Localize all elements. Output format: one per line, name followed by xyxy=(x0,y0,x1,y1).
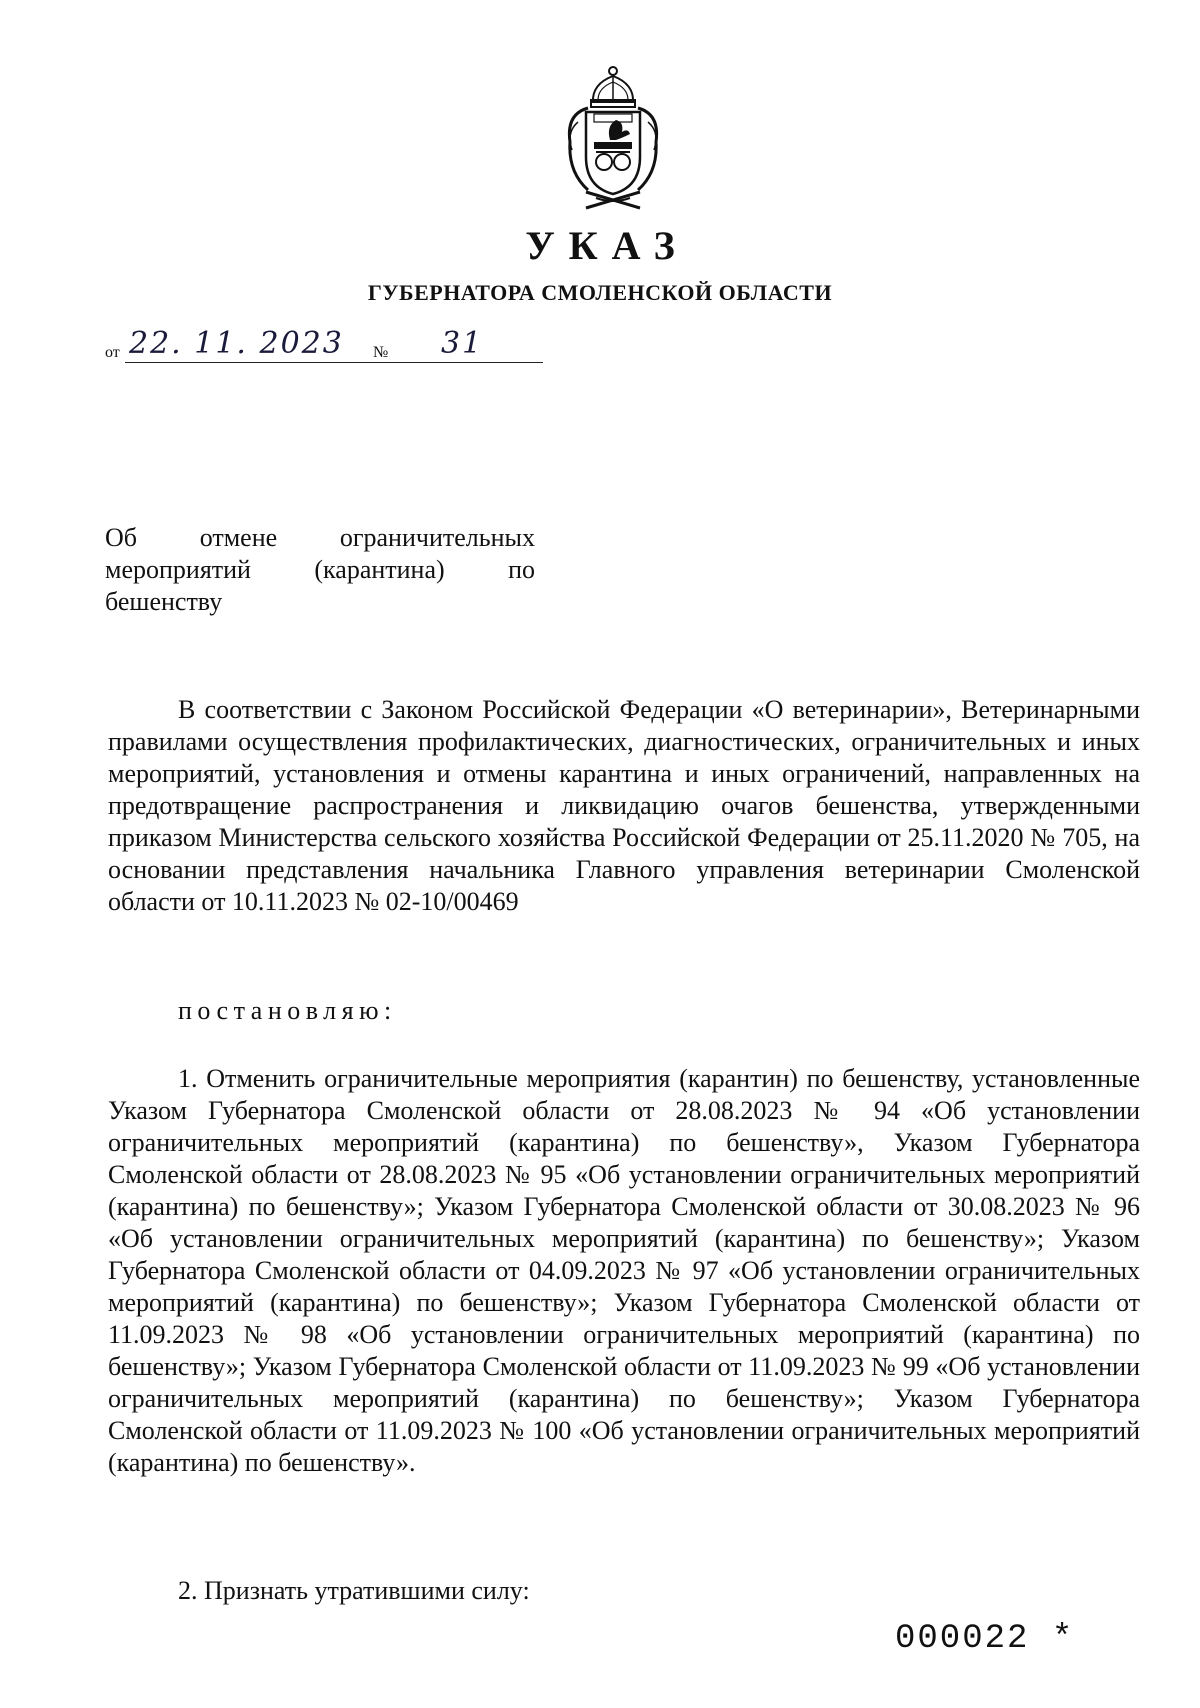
number-value: 31 xyxy=(441,326,484,361)
document-subject xyxy=(105,522,535,618)
number-field xyxy=(401,326,543,363)
number-label: № xyxy=(373,344,389,361)
subject-line: бешенству xyxy=(105,587,223,616)
item-paragraph-2: 2. Признать утратившими силу: xyxy=(178,1576,530,1605)
resolve-word: постановляю: xyxy=(178,996,397,1025)
issuer-title: ГУБЕРНАТОРА СМОЛЕНСКОЙ ОБЛАСТИ xyxy=(367,280,833,305)
date-value: 22. 11. 2023 xyxy=(129,326,344,361)
serial-number: 000022 * xyxy=(895,1620,1075,1658)
subject-line: Об отмене ограничительных xyxy=(105,523,535,552)
document-type-title: УКАЗ xyxy=(525,223,689,268)
coat-of-arms-icon xyxy=(548,62,678,212)
item-paragraph-1: 1. Отменить ограничительные мероприятия (карантин) по бешенству, установленные Указом Губернатора Смоленской области от 28.08.2023 № 94 «Об установлении ограничительных мероприятий (карантина) по бешенству», Указом Губернатора Смоленской области от 28.08.2023 № 95 «Об установлении ограничительных мероприятий (карантина) по бешенству»; Указом Губернатора Смоленской области от 30.08.2023 № 96 «Об установлении ограничительных мероприятий (карантина) по бешенству»; Указом Губернатора Смоленской области от 04.09.2023 № 97 «Об установлении ограничительных мероприятий (карантина) по бешенству»; Указом Губернатора Смоленской области от 11.09.2023 № 98 «Об установлении ограничительных мероприятий (карантина) по бешенству»; Указом Губернатора Смоленской области от 11.09.2023 № 99 «Об установлении ограничительных мероприятий (карантина) по бешенству»; Указом Губернатора Смоленской области от 11.09.2023 № 100 «Об установлении ограничительных мероприятий (карантина) по бешенству». xyxy=(108,1064,1140,1477)
registration-line xyxy=(105,328,545,368)
preamble-paragraph: В соответствии с Законом Российской Федерации «О ветеринарии», Ветеринарными правилами осуществления профилактических, диагностических, ограничительных и иных мероприятий, установления и отмены карантина и иных ограничений, направленных на предотвращение распространения и ликвидацию очагов бешенства, утвержденными приказом Министерства сельского хозяйства Российской Федерации от 25.11.2020 № 705, на основании представления начальника Главного управления ветеринарии Смоленской области от 10.11.2023 № 02-10/00469 xyxy=(108,695,1140,916)
subject-line: мероприятий (карантина) по xyxy=(105,555,535,584)
date-label: от xyxy=(105,344,120,361)
